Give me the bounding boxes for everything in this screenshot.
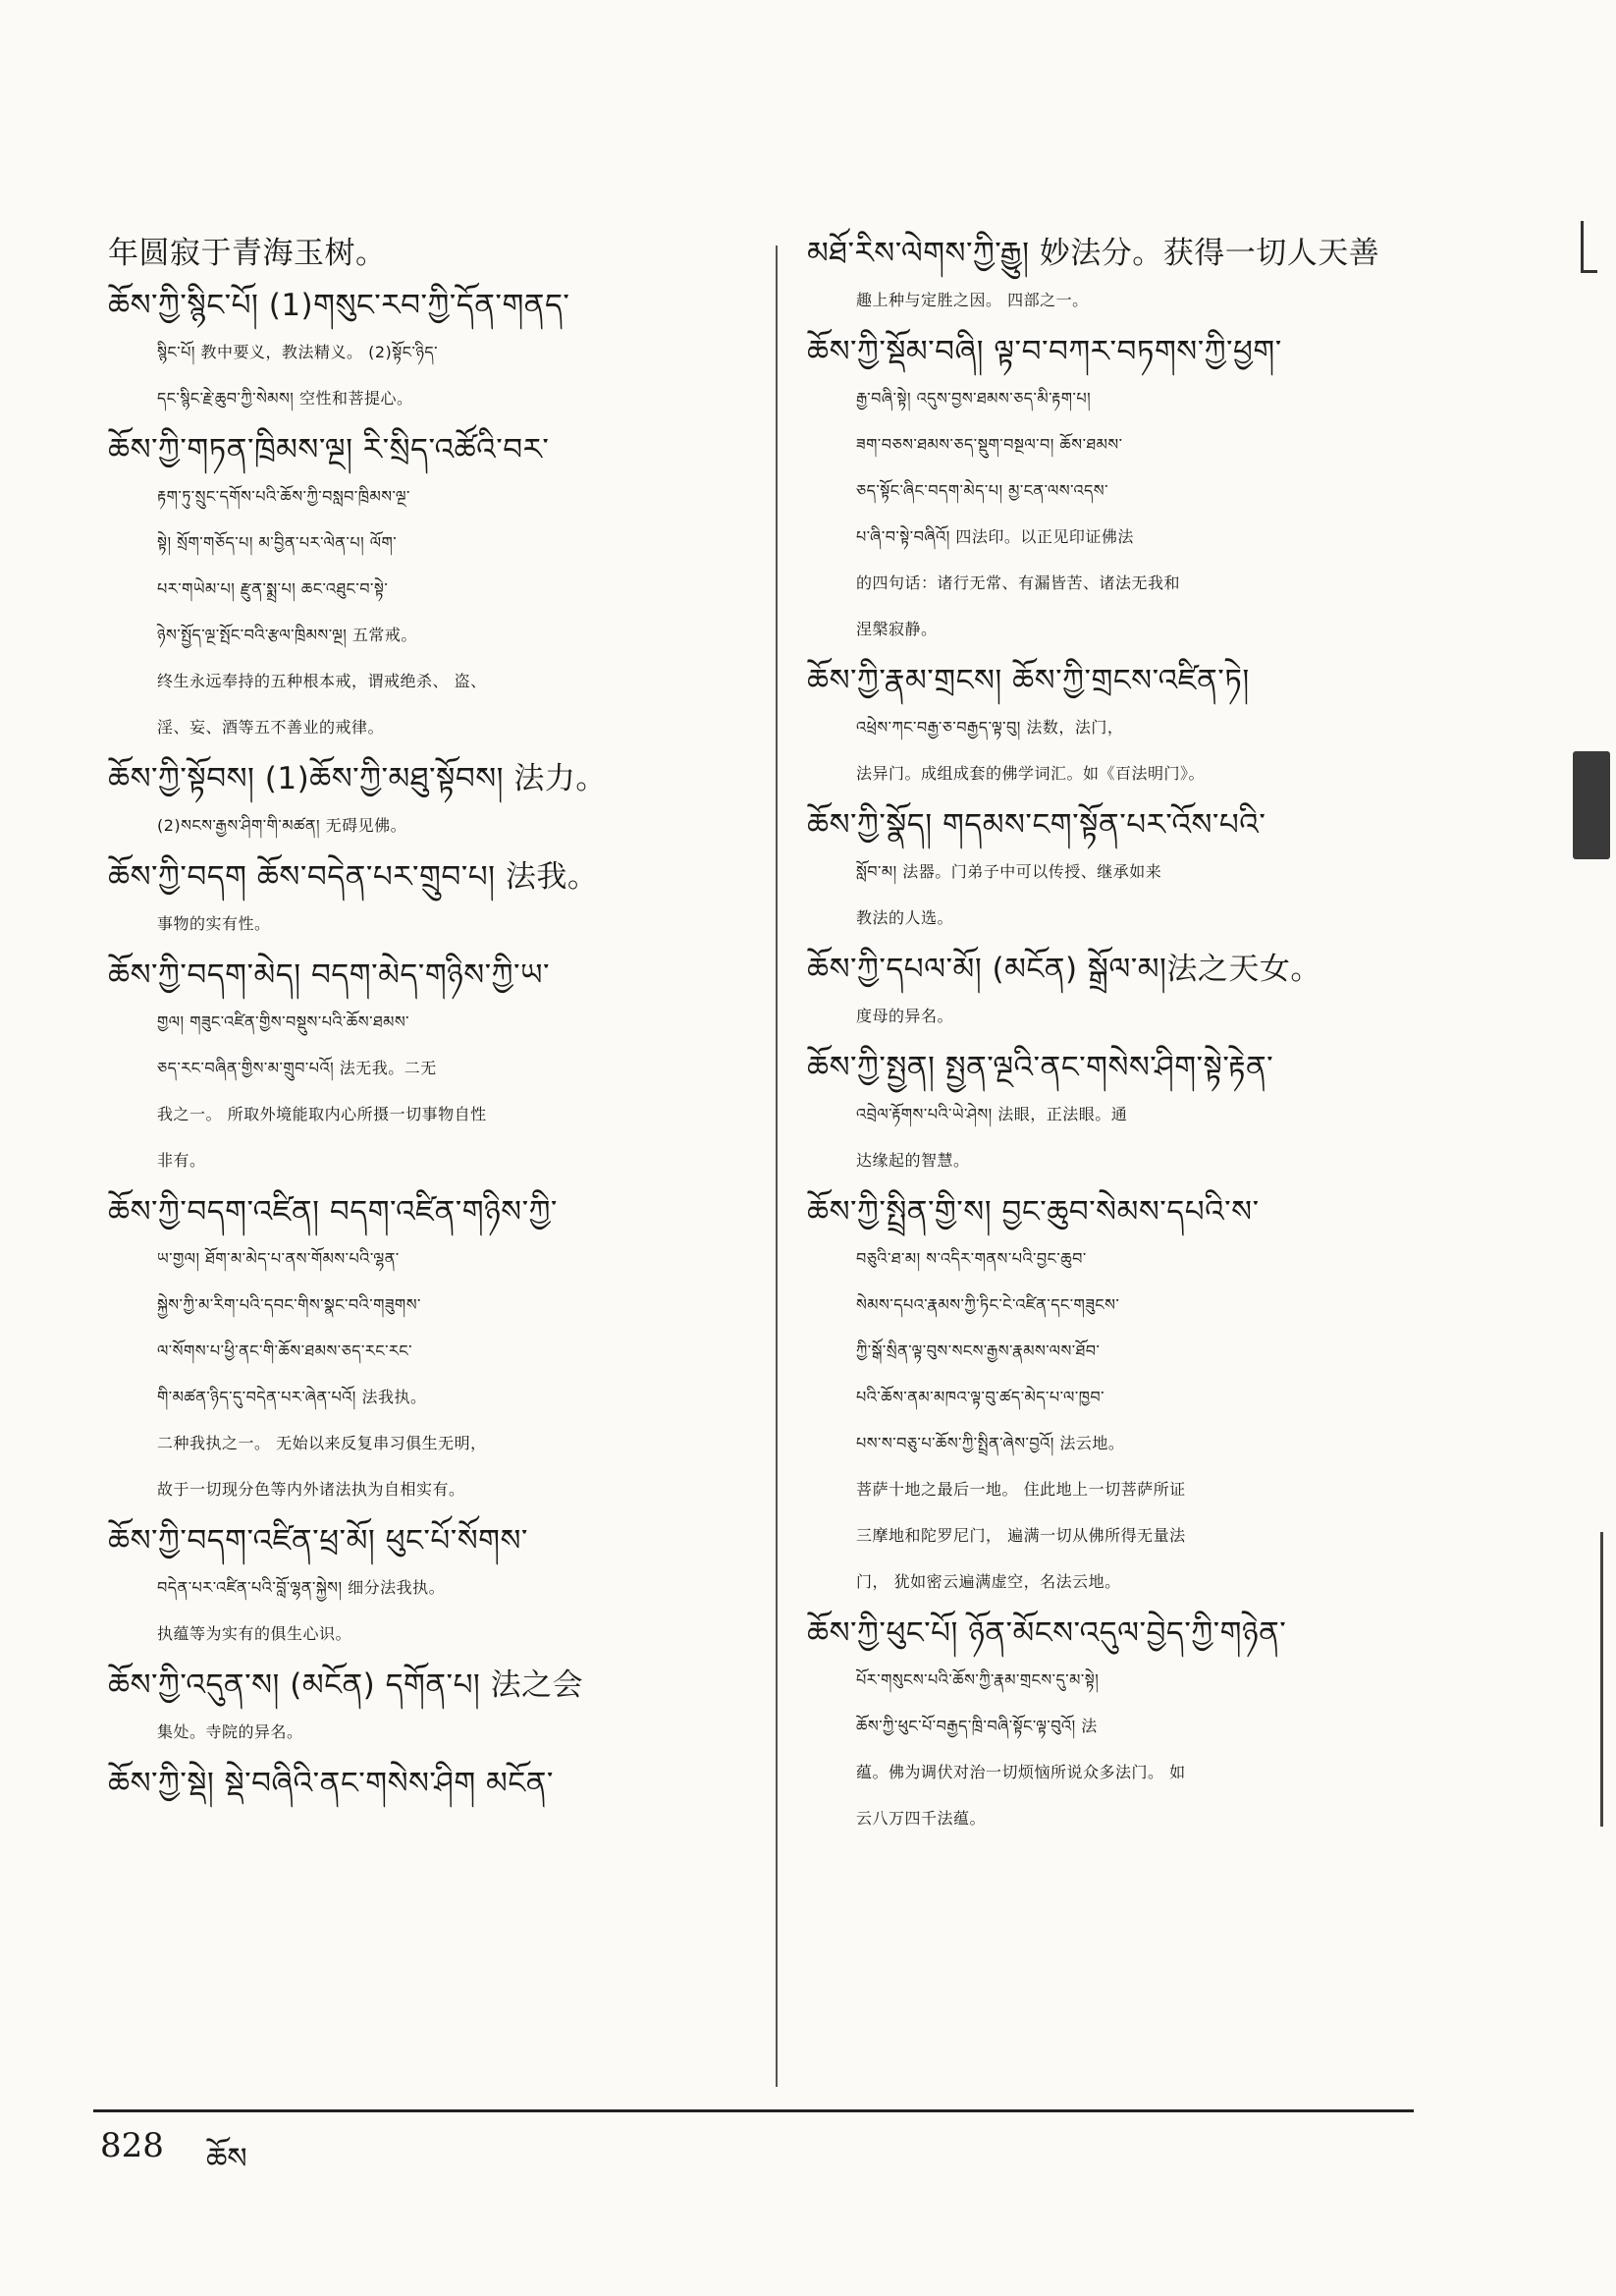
entry-line: པར་གཡེམ་པ། རྫུན་སྨྲ་པ། ཆང་འཐུང་བ་སྟེ་ [157, 579, 389, 598]
entry-line: གྱལ། གཟུང་འཛིན་གྱིས་བསྡུས་པའི་ཆོས་ཐམས་ [157, 1012, 409, 1031]
entry-headline: ཆོས་ཀྱི་ཕུང་པོ། ཉོན་མོངས་འདུལ་བྱེད་ཀྱི་གཉེན་ [807, 1615, 1287, 1651]
dictionary-entry [108, 1761, 751, 1807]
entry-headline: ཆོས་ཀྱི་སྙིང་པོ། (1)གསུང་རབ་ཀྱི་དོན་གནད་ [108, 288, 570, 323]
entry-line: 三摩地和陀罗尼门， 遍满一切从佛所得无量法 [856, 1526, 1186, 1545]
page-number: 828 [100, 2126, 164, 2165]
entry-line: 度母的异名。 [856, 1007, 954, 1025]
entry-line: ཆོས་ཀྱི་ཕུང་པོ་བརྒྱད་ཁྲི་བཞི་སྟོང་ལྟ་བུའོ། 法 [856, 1717, 1098, 1735]
entry-line: 非有。 [157, 1151, 206, 1170]
entry-line: 执蕴等为实有的俱生心识。 [157, 1624, 352, 1643]
entry-line: 达缘起的智慧。 [856, 1151, 970, 1170]
dictionary-entry [807, 1611, 1455, 1841]
entry-line: ཟག་བཅས་ཐམས་ཅད་སྡུག་བསྔལ་བ། ཆོས་ཐམས་ [856, 435, 1123, 454]
entry-headline: ཆོས་ཀྱི་འདུན་ས། (མངོན) དགོན་པ། 法之会 [108, 1667, 584, 1703]
entry-line: 教法的人选。 [856, 908, 954, 927]
entry-headline: ཆོས་ཀྱི་སྡེ། སྡེ་བཞིའི་ནང་གསེས་ཤིག མངོན་ [108, 1766, 554, 1801]
entry-line: དང་སྙིང་རྗེ་ཆུབ་ཀྱི་སེམས། 空性和菩提心。 [157, 389, 413, 408]
dictionary-entry [807, 1045, 1455, 1183]
entry-headline: ཆོས་ཀྱི་བདག་འཛིན་ཕྲ་མོ། ཕུང་པོ་སོགས་ [108, 1523, 528, 1558]
entry-line: 故于一切现分色等内外诸法执为自相实有。 [157, 1480, 465, 1499]
entry-line: རྒྱ་བཞི་སྟེ། འདུས་བྱས་ཐམས་ཅད་མི་རྟག་པ། [856, 389, 1092, 408]
dictionary-entry [108, 953, 751, 1183]
dictionary-entry [108, 1518, 751, 1657]
dictionary-entry [108, 756, 751, 848]
entry-headline: ཆོས་ཀྱི་གཏན་ཁྲིམས་ལྔ། རི་སྲིད་འཚོའི་བར་ [108, 432, 550, 467]
entry-line: 事物的实有性。 [157, 914, 271, 933]
dictionary-entry [807, 231, 1455, 323]
page-edge-mark [1581, 221, 1597, 273]
dictionary-entry [108, 427, 751, 750]
entry-line: 我之一。 所取外境能取内心所摄一切事物自性 [157, 1105, 487, 1123]
dictionary-entry [807, 802, 1455, 941]
page-edge-line [1600, 1532, 1603, 1827]
entry-line: པོར་གསུངས་པའི་ཆོས་ཀྱི་རྣམ་གྲངས་དུ་མ་སྟེ། [856, 1670, 1100, 1689]
entry-line: 门， 犹如密云遍满虚空，名法云地。 [856, 1572, 1121, 1591]
entry-headline: ཆོས་ཀྱི་དཔལ་མོ། (མངོན) སྒྲོལ་མ།法之天女。 [807, 952, 1321, 987]
entry-line: 二种我执之一。 无始以来反复串习俱生无明， [157, 1434, 487, 1452]
entry-line: གི་མཚན་ཉིད་དུ་བདེན་པར་ཞེན་པའོ། 法我执。 [157, 1388, 427, 1406]
footer-rule [93, 2109, 1414, 2112]
entry-line: འབྲེལ་རྟོགས་པའི་ཡེ་ཤེས། 法眼，正法眼。通 [856, 1105, 1128, 1123]
column-divider [776, 246, 778, 2087]
entry-line: (2)སངས་རྒྱས་ཤིག་གི་མཚན། 无碍见佛。 [157, 816, 407, 835]
entry-line: ཅད་རང་བཞིན་གྱིས་མ་གྲུབ་པའོ། 法无我。二无 [157, 1059, 437, 1077]
entry-line: པས་ས་བཅུ་པ་ཆོས་ཀྱི་སྤྲིན་ཞེས་བྱའོ། 法云地。 [856, 1434, 1125, 1452]
entry-line: 淫、妄、酒等五不善业的戒律。 [157, 718, 385, 737]
dictionary-entry [108, 1189, 751, 1512]
entry-line: པ་ཞི་བ་སྟེ་བཞིའོ། 四法印。以正见印证佛法 [856, 527, 1134, 546]
entry-line: སྙིང་པོ། 教中要义，教法精义。 (2)སྟོང་ཉིད་ [157, 343, 439, 361]
entry-line: ཉེས་སྤྱོད་ལྔ་སྤོང་བའི་རྩལ་ཁྲིམས་ལྔ། 五常戒。 [157, 626, 417, 644]
entry-line: སྐྱེས་ཀྱི་མ་རིག་པའི་དབང་གིས་སྣང་བའི་གཟུགས་ [157, 1295, 421, 1314]
entry-headline: ཆོས་ཀྱི་སྟོབས། (1)ཆོས་ཀྱི་མཐུ་སྟོབས། 法力。 [108, 761, 607, 796]
entry-headline: ཆོས་ཀྱི་བདག་མེད། བདག་མེད་གཉིས་ཀྱི་ཡ་ [108, 957, 550, 993]
entry-headline: ཆོས་ཀྱི་རྣམ་གྲངས། ཆོས་ཀྱི་གྲངས་འཛིན་ཏེ། [807, 663, 1250, 698]
entry-line: 集处。寺院的异名。 [157, 1722, 303, 1741]
entry-headline: མཐོ་རིས་ལེགས་ཀྱི་རྒྱུ། 妙法分。获得一切人天善 [807, 236, 1380, 271]
entry-line: སློབ་མ། 法器。门弟子中可以传授、继承如来 [856, 862, 1162, 881]
entry-line: 终生永远奉持的五种根本戒，谓戒绝杀、 盗、 [157, 672, 487, 690]
entry-line: པའི་ཆོས་ནམ་མཁའ་ལྟ་བུ་ཚད་མེད་པ་ལ་ཁྱབ་ [856, 1388, 1105, 1406]
entry-line: རྟག་ཏུ་སྲུང་དགོས་པའི་ཆོས་ཀྱི་བསླབ་ཁྲིམས་ལྔ་ [157, 487, 410, 506]
entry-line: འཕྲེས་ཀང་བརྒྱ་ཅ་བརྒྱད་ལྟ་བུ། 法数，法门， [856, 718, 1124, 737]
dictionary-entry [807, 947, 1455, 1039]
entry-headline: ཆོས་ཀྱི་སྤྲིན་གྱི་ས། བྱང་ཆུབ་སེམས་དཔའི་ས་ [807, 1194, 1260, 1230]
entry-headline: ཆོས་ཀྱི་བདག་འཛིན། བདག་འཛིན་གཉིས་ཀྱི་ [108, 1194, 558, 1230]
entry-line: 法异门。成组成套的佛学词汇。如《百法明门》。 [856, 764, 1206, 783]
dictionary-entry [108, 854, 751, 947]
entry-line: 趣上种与定胜之因。 四部之一。 [856, 291, 1089, 309]
entry-line: བདེན་པར་འཛིན་པའི་བློ་ལྷན་སྐྱེས། 细分法我执。 [157, 1578, 446, 1597]
running-head: ཆོས [206, 2142, 247, 2176]
entry-headline: ཆོས་ཀྱི་སྤྱན། སྤྱན་ལྔའི་ནང་གསེས་ཤིག་སྟེ་རྟེན་ [807, 1050, 1274, 1085]
entry-line: 蕴。佛为调伏对治一切烦恼所说众多法门。 如 [856, 1763, 1186, 1781]
entry-headline: 年圆寂于青海玉树。 [108, 236, 387, 271]
thumb-index-tab [1573, 751, 1610, 859]
entry-line: 的四句话：诸行无常、有漏皆苦、诸法无我和 [856, 574, 1181, 592]
dictionary-entry [807, 329, 1455, 652]
dictionary-entry [108, 1663, 751, 1755]
entry-headline: ཆོས་ཀྱི་བདག ཆོས་བདེན་པར་གྲུབ་པ། 法我。 [108, 859, 599, 895]
entry-line: ལ་སོགས་པ་ཕྱི་ནང་གི་ཆོས་ཐམས་ཅད་རང་རང་ [157, 1341, 413, 1360]
dictionary-entry [108, 283, 751, 421]
entry-line: སེམས་དཔའ་རྣམས་ཀྱི་ཏིང་ངེ་འཛིན་དང་གཟུངས་ [856, 1295, 1120, 1314]
entry-line: ཡ་གྱལ། ཐོག་མ་མེད་པ་ནས་གོམས་པའི་ལྷན་ [157, 1249, 400, 1268]
dictionary-entry [807, 658, 1455, 796]
right-column [807, 231, 1455, 1847]
entry-headline: ཆོས་ཀྱི་སྡོམ་བཞི། ལྟ་བ་བཀར་བཏགས་ཀྱི་ཕྱག་ [807, 334, 1282, 369]
entry-line: 云八万四千法蕴。 [856, 1809, 987, 1828]
dictionary-entry [807, 1189, 1455, 1605]
entry-line: བཅུའི་ཐ་མ། ས་འདིར་གནས་པའི་བྱང་ཆུབ་ [856, 1249, 1087, 1268]
entry-line: ཅད་སྟོང་ཞིང་བདག་མེད་པ། མྱ་ངན་ལས་འདས་ [856, 481, 1108, 500]
entry-line: 涅槃寂静。 [856, 620, 938, 638]
entry-headline: ཆོས་ཀྱི་སྣོད། གདམས་ངག་སྟོན་པར་འོས་པའི་ [807, 807, 1266, 843]
entry-line: ཀྱི་སྒོ་སྲིན་ལྟ་བུས་སངས་རྒྱས་རྣམས་ལས་ཐོབ་ [856, 1341, 1101, 1360]
left-column [108, 231, 751, 1813]
entry-line: 菩萨十地之最后一地。 住此地上一切菩萨所证 [856, 1480, 1186, 1499]
dictionary-entry [108, 231, 751, 277]
entry-line: སྟེ། སྲོག་གཅོད་པ། མ་བྱིན་པར་ལེན་པ། ལོག་ [157, 533, 398, 552]
